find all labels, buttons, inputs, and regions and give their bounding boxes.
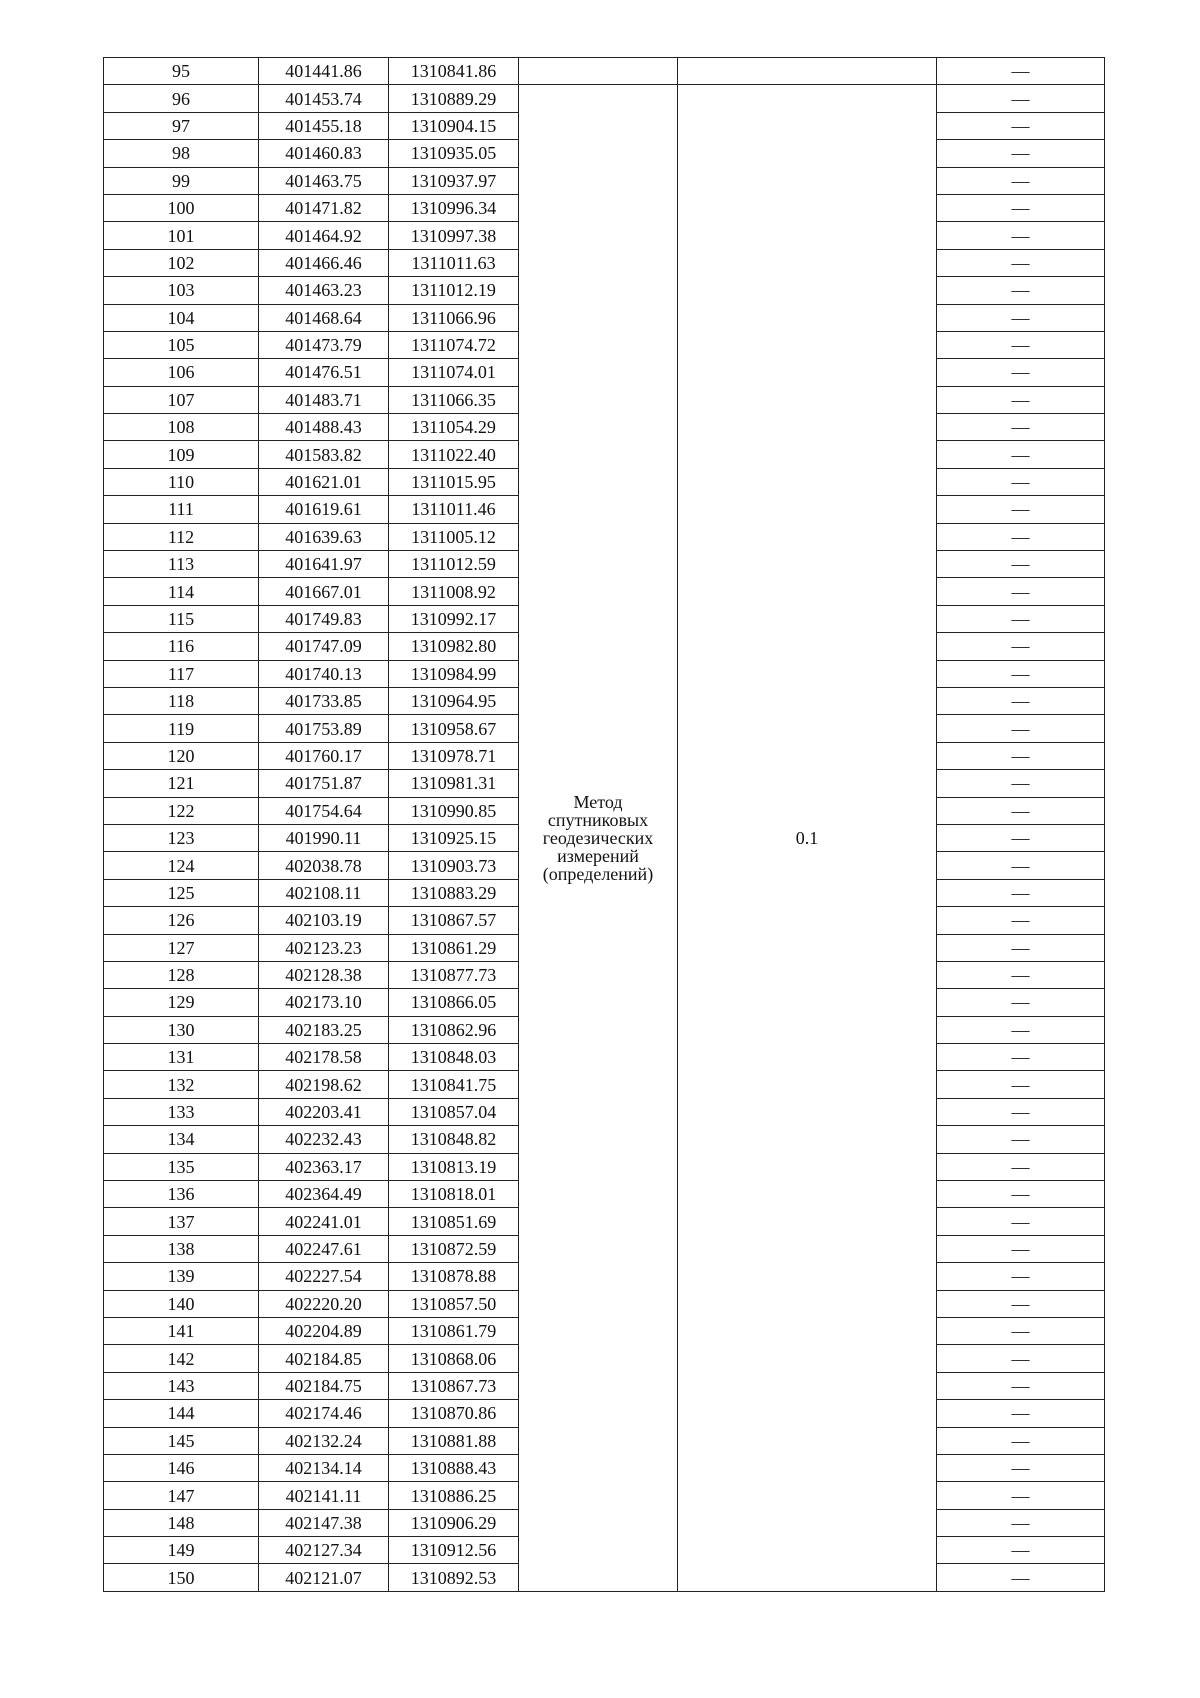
point-number: 124: [104, 852, 259, 879]
note-dash: —: [937, 304, 1105, 331]
coord-y: 1310868.06: [389, 1345, 519, 1372]
point-number: 116: [104, 633, 259, 660]
coord-y: 1311066.96: [389, 304, 519, 331]
accuracy-cell: 0.1: [678, 85, 937, 1591]
note-dash: —: [937, 852, 1105, 879]
point-number: 148: [104, 1509, 259, 1536]
coord-x: 401639.63: [259, 523, 389, 550]
point-number: 135: [104, 1153, 259, 1180]
method-text-line: измерений: [557, 846, 639, 867]
note-dash: —: [937, 222, 1105, 249]
point-number: 104: [104, 304, 259, 331]
coord-x: 402241.01: [259, 1208, 389, 1235]
note-dash: —: [937, 1071, 1105, 1098]
coord-x: 402141.11: [259, 1482, 389, 1509]
coord-x: 402147.38: [259, 1509, 389, 1536]
note-dash: —: [937, 1537, 1105, 1564]
coord-x: 401753.89: [259, 715, 389, 742]
coord-x: 401751.87: [259, 770, 389, 797]
note-dash: —: [937, 660, 1105, 687]
method-text-line: спутниковых: [547, 810, 649, 831]
note-dash: —: [937, 414, 1105, 441]
point-number: 146: [104, 1454, 259, 1481]
coord-y: 1310978.71: [389, 742, 519, 769]
note-dash: —: [937, 1482, 1105, 1509]
coord-x: 401488.43: [259, 414, 389, 441]
coord-y: 1311074.72: [389, 331, 519, 358]
point-number: 150: [104, 1564, 259, 1591]
note-dash: —: [937, 1181, 1105, 1208]
coord-x: 402204.89: [259, 1317, 389, 1344]
point-number: 121: [104, 770, 259, 797]
note-dash: —: [937, 194, 1105, 221]
coord-x: 402038.78: [259, 852, 389, 879]
note-dash: —: [937, 824, 1105, 851]
coord-x: 402178.58: [259, 1044, 389, 1071]
coord-x: 402123.23: [259, 934, 389, 961]
coord-y: 1311015.95: [389, 468, 519, 495]
point-number: 113: [104, 551, 259, 578]
coord-x: 401749.83: [259, 605, 389, 632]
coord-y: 1311066.35: [389, 386, 519, 413]
coord-x: 401667.01: [259, 578, 389, 605]
coord-x: 402184.75: [259, 1372, 389, 1399]
point-number: 117: [104, 660, 259, 687]
coord-y: 1310992.17: [389, 605, 519, 632]
coord-y: 1310888.43: [389, 1454, 519, 1481]
coord-x: 401464.92: [259, 222, 389, 249]
note-dash: —: [937, 1044, 1105, 1071]
coord-x: 401463.75: [259, 167, 389, 194]
accuracy-cell-empty: [678, 58, 937, 85]
note-dash: —: [937, 1153, 1105, 1180]
coord-x: 401583.82: [259, 441, 389, 468]
coord-y: 1310857.04: [389, 1098, 519, 1125]
note-dash: —: [937, 551, 1105, 578]
note-dash: —: [937, 1427, 1105, 1454]
note-dash: —: [937, 961, 1105, 988]
coord-x: 401619.61: [259, 496, 389, 523]
note-dash: —: [937, 331, 1105, 358]
note-dash: —: [937, 85, 1105, 112]
method-text-line: (определений): [542, 864, 654, 885]
coord-y: 1310878.88: [389, 1263, 519, 1290]
point-number: 149: [104, 1537, 259, 1564]
coord-y: 1310848.82: [389, 1126, 519, 1153]
coord-x: 402227.54: [259, 1263, 389, 1290]
note-dash: —: [937, 633, 1105, 660]
point-number: 100: [104, 194, 259, 221]
point-number: 98: [104, 140, 259, 167]
point-number: 126: [104, 907, 259, 934]
coord-x: 402220.20: [259, 1290, 389, 1317]
note-dash: —: [937, 1564, 1105, 1591]
point-number: 138: [104, 1235, 259, 1262]
point-number: 142: [104, 1345, 259, 1372]
note-dash: —: [937, 989, 1105, 1016]
note-dash: —: [937, 1126, 1105, 1153]
coord-y: 1310964.95: [389, 687, 519, 714]
note-dash: —: [937, 1400, 1105, 1427]
coord-x: 402203.41: [259, 1098, 389, 1125]
note-dash: —: [937, 359, 1105, 386]
coord-y: 1311022.40: [389, 441, 519, 468]
coord-x: 401483.71: [259, 386, 389, 413]
coord-x: 402108.11: [259, 879, 389, 906]
point-number: 96: [104, 85, 259, 112]
coord-y: 1310937.97: [389, 167, 519, 194]
point-number: 119: [104, 715, 259, 742]
coord-y: 1311005.12: [389, 523, 519, 550]
point-number: 129: [104, 989, 259, 1016]
coord-y: 1310870.86: [389, 1400, 519, 1427]
coord-x: 402363.17: [259, 1153, 389, 1180]
point-number: 99: [104, 167, 259, 194]
coord-y: 1310984.99: [389, 660, 519, 687]
coord-y: 1310877.73: [389, 961, 519, 988]
note-dash: —: [937, 578, 1105, 605]
point-number: 140: [104, 1290, 259, 1317]
coord-y: 1310886.25: [389, 1482, 519, 1509]
point-number: 120: [104, 742, 259, 769]
coord-y: 1310861.79: [389, 1317, 519, 1344]
method-cell-empty: [519, 58, 678, 85]
coord-x: 401463.23: [259, 277, 389, 304]
point-number: 112: [104, 523, 259, 550]
coord-y: 1310841.75: [389, 1071, 519, 1098]
point-number: 114: [104, 578, 259, 605]
method-text-line: Метод: [573, 792, 623, 813]
table-row: [104, 58, 1105, 85]
note-dash: —: [937, 1016, 1105, 1043]
method-cell: [519, 85, 678, 1591]
note-dash: —: [937, 468, 1105, 495]
coord-x: 401760.17: [259, 742, 389, 769]
coord-y: 1310925.15: [389, 824, 519, 851]
point-number: 118: [104, 687, 259, 714]
point-number: 144: [104, 1400, 259, 1427]
point-number: 134: [104, 1126, 259, 1153]
note-dash: —: [937, 1235, 1105, 1262]
coord-x: 402174.46: [259, 1400, 389, 1427]
coordinates-table: [103, 57, 1105, 1592]
point-number: 128: [104, 961, 259, 988]
note-dash: —: [937, 386, 1105, 413]
point-number: 130: [104, 1016, 259, 1043]
coord-y: 1310867.57: [389, 907, 519, 934]
coord-y: 1310862.96: [389, 1016, 519, 1043]
point-number: 107: [104, 386, 259, 413]
point-number: 115: [104, 605, 259, 632]
coord-x: 402232.43: [259, 1126, 389, 1153]
note-dash: —: [937, 140, 1105, 167]
coord-x: 401476.51: [259, 359, 389, 386]
note-dash: —: [937, 1454, 1105, 1481]
coord-y: 1310841.86: [389, 58, 519, 85]
note-dash: —: [937, 1372, 1105, 1399]
note-dash: —: [937, 770, 1105, 797]
coord-y: 1310883.29: [389, 879, 519, 906]
coord-x: 402184.85: [259, 1345, 389, 1372]
coord-x: 402183.25: [259, 1016, 389, 1043]
coord-y: 1310818.01: [389, 1181, 519, 1208]
coord-x: 401621.01: [259, 468, 389, 495]
note-dash: —: [937, 523, 1105, 550]
point-number: 143: [104, 1372, 259, 1399]
coord-y: 1310904.15: [389, 112, 519, 139]
coord-y: 1310958.67: [389, 715, 519, 742]
coord-x: 402127.34: [259, 1537, 389, 1564]
point-number: 133: [104, 1098, 259, 1125]
note-dash: —: [937, 1098, 1105, 1125]
note-dash: —: [937, 167, 1105, 194]
point-number: 105: [104, 331, 259, 358]
note-dash: —: [937, 1345, 1105, 1372]
note-dash: —: [937, 934, 1105, 961]
coord-x: 401468.64: [259, 304, 389, 331]
note-dash: —: [937, 605, 1105, 632]
point-number: 97: [104, 112, 259, 139]
coord-y: 1310906.29: [389, 1509, 519, 1536]
coord-x: 402134.14: [259, 1454, 389, 1481]
coordinates-table-body: [104, 58, 1105, 1592]
method-text-line: геодезических: [542, 828, 654, 849]
coord-x: 401473.79: [259, 331, 389, 358]
point-number: 139: [104, 1263, 259, 1290]
coord-y: 1310892.53: [389, 1564, 519, 1591]
coord-y: 1310848.03: [389, 1044, 519, 1071]
coord-y: 1310851.69: [389, 1208, 519, 1235]
coord-x: 401471.82: [259, 194, 389, 221]
coord-x: 401453.74: [259, 85, 389, 112]
note-dash: —: [937, 879, 1105, 906]
coord-y: 1310857.50: [389, 1290, 519, 1317]
point-number: 110: [104, 468, 259, 495]
coord-x: 401441.86: [259, 58, 389, 85]
point-number: 101: [104, 222, 259, 249]
point-number: 102: [104, 249, 259, 276]
note-dash: —: [937, 441, 1105, 468]
point-number: 125: [104, 879, 259, 906]
point-number: 137: [104, 1208, 259, 1235]
coord-y: 1310872.59: [389, 1235, 519, 1262]
point-number: 147: [104, 1482, 259, 1509]
coord-x: 401466.46: [259, 249, 389, 276]
point-number: 103: [104, 277, 259, 304]
coord-y: 1310912.56: [389, 1537, 519, 1564]
coord-y: 1310889.29: [389, 85, 519, 112]
coord-x: 402103.19: [259, 907, 389, 934]
coord-y: 1310861.29: [389, 934, 519, 961]
note-dash: —: [937, 1317, 1105, 1344]
note-dash: —: [937, 496, 1105, 523]
coord-y: 1311012.59: [389, 551, 519, 578]
note-dash: —: [937, 1290, 1105, 1317]
point-number: 145: [104, 1427, 259, 1454]
note-dash: —: [937, 1509, 1105, 1536]
note-dash: —: [937, 249, 1105, 276]
point-number: 123: [104, 824, 259, 851]
coord-y: 1310903.73: [389, 852, 519, 879]
coord-x: 401641.97: [259, 551, 389, 578]
point-number: 111: [104, 496, 259, 523]
coord-y: 1311074.01: [389, 359, 519, 386]
note-dash: —: [937, 112, 1105, 139]
point-number: 122: [104, 797, 259, 824]
coord-x: 401733.85: [259, 687, 389, 714]
coord-x: 401990.11: [259, 824, 389, 851]
coord-y: 1310935.05: [389, 140, 519, 167]
coord-y: 1310997.38: [389, 222, 519, 249]
coord-y: 1311011.63: [389, 249, 519, 276]
coord-x: 402121.07: [259, 1564, 389, 1591]
coord-y: 1310881.88: [389, 1427, 519, 1454]
coord-x: 401455.18: [259, 112, 389, 139]
note-dash: —: [937, 1263, 1105, 1290]
coord-x: 402128.38: [259, 961, 389, 988]
note-dash: —: [937, 1208, 1105, 1235]
coord-y: 1310990.85: [389, 797, 519, 824]
coord-y: 1310996.34: [389, 194, 519, 221]
note-dash: —: [937, 687, 1105, 714]
coord-y: 1311054.29: [389, 414, 519, 441]
coord-x: 401740.13: [259, 660, 389, 687]
point-number: 106: [104, 359, 259, 386]
coord-x: 402173.10: [259, 989, 389, 1016]
coord-x: 401460.83: [259, 140, 389, 167]
coord-y: 1311008.92: [389, 578, 519, 605]
coord-x: 402364.49: [259, 1181, 389, 1208]
coord-y: 1311011.46: [389, 496, 519, 523]
point-number: 131: [104, 1044, 259, 1071]
coord-y: 1310982.80: [389, 633, 519, 660]
coord-x: 402247.61: [259, 1235, 389, 1262]
note-dash: —: [937, 715, 1105, 742]
coord-x: 401747.09: [259, 633, 389, 660]
coord-y: 1311012.19: [389, 277, 519, 304]
coord-x: 402132.24: [259, 1427, 389, 1454]
note-dash: —: [937, 742, 1105, 769]
coord-x: 401754.64: [259, 797, 389, 824]
coord-x: 402198.62: [259, 1071, 389, 1098]
note-dash: —: [937, 907, 1105, 934]
point-number: 136: [104, 1181, 259, 1208]
coord-y: 1310867.73: [389, 1372, 519, 1399]
table-row: [104, 85, 1105, 112]
point-number: 132: [104, 1071, 259, 1098]
coord-y: 1310981.31: [389, 770, 519, 797]
point-number: 109: [104, 441, 259, 468]
point-number: 95: [104, 58, 259, 85]
note-dash: —: [937, 58, 1105, 85]
note-dash: —: [937, 797, 1105, 824]
point-number: 108: [104, 414, 259, 441]
coord-y: 1310866.05: [389, 989, 519, 1016]
point-number: 141: [104, 1317, 259, 1344]
point-number: 127: [104, 934, 259, 961]
coord-y: 1310813.19: [389, 1153, 519, 1180]
note-dash: —: [937, 277, 1105, 304]
